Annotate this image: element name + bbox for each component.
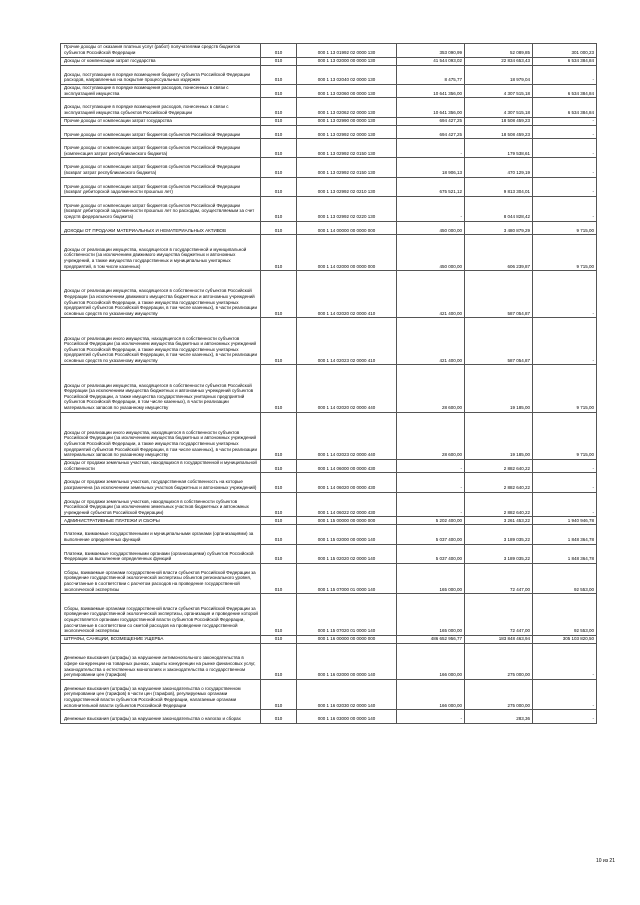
table-row xyxy=(61,544,597,563)
table-row xyxy=(61,517,597,525)
row-plan-cell: - xyxy=(397,473,465,492)
table-body xyxy=(61,44,597,724)
row-code-cell: 010 xyxy=(261,473,297,492)
row-executed-cell: 606 239,87 xyxy=(465,235,533,271)
row-plan-cell: 41 544 093,02 xyxy=(397,57,465,65)
row-remaining-cell: 6 534 384,84 xyxy=(533,98,597,117)
row-plan-cell: 421 400,00 xyxy=(397,271,465,318)
row-executed-cell: 283,36 xyxy=(465,710,533,724)
row-name-cell: Прочие доходы от компенсации затрат бюджетов субъектов Российской Федерации (возврат затрат республиканского бюджета) xyxy=(61,158,261,177)
row-name-cell: Прочие доходы от компенсации затрат бюджетов субъектов Российской Федерации (компенсация затрат республиканского бюджета) xyxy=(61,139,261,158)
row-plan-cell: - xyxy=(397,492,465,517)
table-row xyxy=(61,196,597,221)
row-name-cell: Прочие доходы от компенсации затрат бюджетов субъектов Российской Федерации xyxy=(61,125,261,139)
row-plan-cell: 450 000,00 xyxy=(397,235,465,271)
row-executed-cell: 587 054,87 xyxy=(465,271,533,318)
row-kbk-cell: 000 1 13 01992 02 0000 130 xyxy=(297,44,397,58)
row-kbk-cell: 000 1 13 02000 00 0000 130 xyxy=(297,57,397,65)
row-plan-cell: 28 600,00 xyxy=(397,412,465,459)
row-name-cell: Денежные взыскания (штрафы) за нарушение законодательства о государственном регулировании цен (тарифов) в части цен (тарифов), регулируемых органами государственной власти субъектов Российской Федерации, налагаемые органами исполнительной власти субъектов Российской Федерации xyxy=(61,679,261,709)
row-remaining-cell: - xyxy=(533,679,597,709)
row-remaining-cell: - xyxy=(533,710,597,724)
row-name-cell: Доходы, поступающие в порядке возмещения расходов, понесенных в связи с эксплуатацией имущества субъектов Российской Федерации xyxy=(61,98,261,117)
row-kbk-cell: 000 1 14 02023 02 0000 410 xyxy=(297,318,397,365)
row-remaining-cell: 6 534 384,84 xyxy=(533,57,597,65)
row-code-cell: 010 xyxy=(261,57,297,65)
row-plan-cell: 10 641 356,00 xyxy=(397,84,465,98)
row-executed-cell: 470 129,19 xyxy=(465,158,533,177)
row-kbk-cell: 000 1 14 06000 00 0000 430 xyxy=(297,459,397,473)
row-remaining-cell: - xyxy=(533,117,597,125)
row-plan-cell: 486 652 956,77 xyxy=(397,635,465,643)
row-remaining-cell: 9 715,00 xyxy=(533,221,597,235)
row-name-cell: Доходы от продажи земельных участков, находящихся в собственности субъектов Российской Федерации (за исключением земельных участков бюджетных и автономных учреждений субъектов Российской Федерации) xyxy=(61,492,261,517)
row-kbk-cell: 000 1 16 02030 02 0000 140 xyxy=(297,679,397,709)
row-plan-cell: 675 521,12 xyxy=(397,177,465,196)
row-kbk-cell: 000 1 15 02000 00 0000 140 xyxy=(297,525,397,544)
row-executed-cell: 587 054,87 xyxy=(465,318,533,365)
table-row xyxy=(61,643,597,679)
row-code-cell: 010 xyxy=(261,563,297,593)
row-name-cell: Доходы от продажи земельных участков, государственная собственность на которые разграничена (за исключением земельных участков бюджетных и автономных учреждений) xyxy=(61,473,261,492)
table-row xyxy=(61,235,597,271)
row-kbk-cell: 000 1 16 03000 00 0000 140 xyxy=(297,710,397,724)
row-plan-cell: 450 000,00 xyxy=(397,221,465,235)
row-code-cell: 010 xyxy=(261,125,297,139)
row-kbk-cell: 000 1 15 07020 01 0000 140 xyxy=(297,594,397,636)
row-kbk-cell: 000 1 13 02992 02 0000 130 xyxy=(297,125,397,139)
row-remaining-cell: 305 103 820,50 xyxy=(533,635,597,643)
row-remaining-cell: - xyxy=(533,196,597,221)
row-code-cell: 010 xyxy=(261,158,297,177)
table-row xyxy=(61,177,597,196)
row-plan-cell: 165 000,00 xyxy=(397,594,465,636)
row-kbk-cell: 000 1 14 02000 00 0000 000 xyxy=(297,235,397,271)
row-name-cell: Прочие доходы от оказания платных услуг (работ) получателями средств бюджетов субъектов Российской Федерации xyxy=(61,44,261,58)
row-plan-cell: - xyxy=(397,459,465,473)
row-remaining-cell: 92 553,00 xyxy=(533,563,597,593)
row-executed-cell: 19 185,00 xyxy=(465,412,533,459)
row-name-cell: Прочие доходы от компенсации затрат бюджетов субъектов Российской Федерации (возврат дебиторской задолженности прошлых лет по расходам, осуществляемым за счет средств федерального бюджета) xyxy=(61,196,261,221)
row-code-cell: 010 xyxy=(261,492,297,517)
row-code-cell: 010 xyxy=(261,635,297,643)
row-code-cell: 010 xyxy=(261,117,297,125)
row-executed-cell: 179 538,61 xyxy=(465,139,533,158)
row-remaining-cell: - xyxy=(533,492,597,517)
row-kbk-cell: 000 1 14 06020 00 0000 430 xyxy=(297,473,397,492)
row-executed-cell: 3 261 453,22 xyxy=(465,517,533,525)
row-remaining-cell: 301 000,23 xyxy=(533,44,597,58)
row-kbk-cell: 000 1 14 02023 02 0000 440 xyxy=(297,412,397,459)
row-executed-cell: 22 834 653,43 xyxy=(465,57,533,65)
table-row xyxy=(61,117,597,125)
row-executed-cell: 3 189 035,22 xyxy=(465,525,533,544)
row-executed-cell: 4 307 515,18 xyxy=(465,98,533,117)
row-kbk-cell: 000 1 14 02020 02 0000 440 xyxy=(297,365,397,412)
table-row xyxy=(61,635,597,643)
row-plan-cell: 166 000,00 xyxy=(397,643,465,679)
table-row xyxy=(61,98,597,117)
row-kbk-cell: 000 1 14 06022 02 0000 430 xyxy=(297,492,397,517)
row-name-cell: АДМИНИСТРАТИВНЫЕ ПЛАТЕЖИ И СБОРЫ xyxy=(61,517,261,525)
row-kbk-cell: 000 1 13 02040 02 0000 130 xyxy=(297,65,397,84)
row-remaining-cell: - xyxy=(533,271,597,318)
row-remaining-cell: - xyxy=(533,158,597,177)
table-row xyxy=(61,44,597,58)
row-name-cell: Доходы от реализации имущества, находящегося в собственности субъектов Российской Федерации (за исключением движимого имущества бюджетных и автономных учреждений субъектов Российской Федерации, а также имущества государственных унитарных предприятий субъектов Российской Федерации, в том числе казенных), в части реализации основных средств по указанному имуществу xyxy=(61,271,261,318)
row-kbk-cell: 000 1 14 00000 00 0000 000 xyxy=(297,221,397,235)
row-plan-cell: 5 037 400,00 xyxy=(397,525,465,544)
row-remaining-cell: - xyxy=(533,65,597,84)
table-row xyxy=(61,318,597,365)
row-code-cell: 010 xyxy=(261,643,297,679)
table-row xyxy=(61,65,597,84)
row-executed-cell: 9 813 304,01 xyxy=(465,177,533,196)
row-plan-cell: 353 090,99 xyxy=(397,44,465,58)
row-plan-cell: - xyxy=(397,710,465,724)
row-executed-cell: 2 882 640,22 xyxy=(465,473,533,492)
row-executed-cell: 18 979,04 xyxy=(465,65,533,84)
row-name-cell: Сборы, взимаемые органами государственной власти субъектов Российской Федерации за проведение государственной экологической экспертизы, организация и проведение которой осуществляется органами государственной власти субъектов Российской Федерации, рассчитанные в соответствии со сметой расходов на проведение государственной экологической экспертизы xyxy=(61,594,261,636)
table-row xyxy=(61,492,597,517)
table-row xyxy=(61,679,597,709)
row-code-cell: 010 xyxy=(261,412,297,459)
row-plan-cell: 5 037 400,00 xyxy=(397,544,465,563)
row-kbk-cell: 000 1 15 02020 02 0000 140 xyxy=(297,544,397,563)
row-executed-cell: 2 882 640,22 xyxy=(465,492,533,517)
table-row xyxy=(61,473,597,492)
row-code-cell: 010 xyxy=(261,594,297,636)
row-remaining-cell: 9 715,00 xyxy=(533,365,597,412)
row-name-cell: Денежные взыскания (штрафы) за нарушение антимонопольного законодательства в сфере конкуренции на товарных рынках, защиты конкуренции на рынке финансовых услуг, законодательства о естественных монополиях и законодательства о государственном регулировании цен (тарифов) xyxy=(61,643,261,679)
row-plan-cell: 165 000,00 xyxy=(397,563,465,593)
row-name-cell: Платежи, взимаемые государственными органами (организациями) субъектов Российской Федерации за выполнение определенных функций xyxy=(61,544,261,563)
row-executed-cell: 72 447,00 xyxy=(465,594,533,636)
row-plan-cell: - xyxy=(397,139,465,158)
row-kbk-cell: 000 1 13 02062 02 0000 130 xyxy=(297,98,397,117)
table-row xyxy=(61,139,597,158)
row-remaining-cell: 9 715,00 xyxy=(533,412,597,459)
row-remaining-cell: - xyxy=(533,139,597,158)
table-row xyxy=(61,57,597,65)
income-report-table xyxy=(60,43,597,724)
row-name-cell: Сборы, взимаемые органами государственной власти субъектов Российской Федерации за проведение государственной экологической экспертизы объектов регионального уровня, рассчитанные в соответствии с расчетом расходов на проведение государственной экологической экспертизы xyxy=(61,563,261,593)
row-code-cell: 010 xyxy=(261,679,297,709)
row-executed-cell: 3 480 879,29 xyxy=(465,221,533,235)
row-plan-cell: 694 427,25 xyxy=(397,117,465,125)
table-row xyxy=(61,563,597,593)
row-code-cell: 010 xyxy=(261,196,297,221)
page-number: 10 из 21 xyxy=(596,858,615,864)
row-kbk-cell: 000 1 13 02992 02 0150 130 xyxy=(297,158,397,177)
row-plan-cell: 28 600,00 xyxy=(397,365,465,412)
row-code-cell: 010 xyxy=(261,177,297,196)
row-executed-cell: 3 189 035,22 xyxy=(465,544,533,563)
row-code-cell: 010 xyxy=(261,235,297,271)
row-name-cell: Доходы от реализации иного имущества, находящегося в собственности субъектов Российской Федерации (за исключением имущества бюджетных и автономных учреждений субъектов Российской Федерации, а также имущества государственных унитарных предприятий субъектов Российской Федерации, в том числе казенных), в части реализации материальных запасов по указанному имуществу xyxy=(61,412,261,459)
row-executed-cell: 18 508 459,23 xyxy=(465,125,533,139)
row-name-cell: Платежи, взимаемые государственными и муниципальными органами (организациями) за выполнение определенных функций xyxy=(61,525,261,544)
table-row xyxy=(61,125,597,139)
row-name-cell: Доходы от реализации имущества, находящегося в собственности субъектов Российской Федерации (за исключением имущества бюджетных и автономных учреждений субъектов Российской Федерации, а также имущества государственных унитарных предприятий субъектов Российской Федерации, в том числе казенных), в части реализации материальных запасов по указанному имуществу xyxy=(61,365,261,412)
row-plan-cell: 10 641 356,00 xyxy=(397,98,465,117)
row-code-cell: 010 xyxy=(261,525,297,544)
table-row xyxy=(61,271,597,318)
row-code-cell: 010 xyxy=(261,98,297,117)
table-row xyxy=(61,710,597,724)
row-remaining-cell: 1 848 364,78 xyxy=(533,544,597,563)
row-code-cell: 010 xyxy=(261,517,297,525)
row-plan-cell: 5 202 400,00 xyxy=(397,517,465,525)
row-name-cell: Доходы от реализации иного имущества, находящегося в собственности субъектов Российской Федерации (за исключением имущества бюджетных и автономных учреждений субъектов Российской Федерации, а также имущества государственных унитарных предприятий субъектов Российской Федерации, в том числе казенных), в части реализации основных средств по указанному имуществу xyxy=(61,318,261,365)
row-remaining-cell: 1 940 946,78 xyxy=(533,517,597,525)
row-kbk-cell: 000 1 13 02990 00 0000 130 xyxy=(297,117,397,125)
row-name-cell: Прочие доходы от компенсации затрат государства xyxy=(61,117,261,125)
table-row xyxy=(61,84,597,98)
row-executed-cell: 8 044 828,42 xyxy=(465,196,533,221)
row-code-cell: 010 xyxy=(261,221,297,235)
row-plan-cell: 8 475,77 xyxy=(397,65,465,84)
row-executed-cell: 275 000,00 xyxy=(465,643,533,679)
row-remaining-cell: - xyxy=(533,318,597,365)
row-remaining-cell: - xyxy=(533,459,597,473)
row-code-cell: 010 xyxy=(261,544,297,563)
table-row xyxy=(61,525,597,544)
row-executed-cell: 72 447,00 xyxy=(465,563,533,593)
row-kbk-cell: 000 1 13 02060 00 0000 130 xyxy=(297,84,397,98)
row-remaining-cell: - xyxy=(533,125,597,139)
row-code-cell: 010 xyxy=(261,84,297,98)
table-row xyxy=(61,221,597,235)
row-kbk-cell: 000 1 13 02992 02 0220 130 xyxy=(297,196,397,221)
row-name-cell: Доходы от продажи земельных участков, находящихся в государственной и муниципальной собственности xyxy=(61,459,261,473)
row-kbk-cell: 000 1 16 02000 00 0000 140 xyxy=(297,643,397,679)
row-executed-cell: 52 089,85 xyxy=(465,44,533,58)
row-kbk-cell: 000 1 16 00000 00 0000 000 xyxy=(297,635,397,643)
row-executed-cell: 18 508 459,23 xyxy=(465,117,533,125)
row-plan-cell: 18 906,13 xyxy=(397,158,465,177)
row-plan-cell: - xyxy=(397,196,465,221)
table-row xyxy=(61,365,597,412)
row-code-cell: 010 xyxy=(261,365,297,412)
row-code-cell: 010 xyxy=(261,44,297,58)
row-remaining-cell: - xyxy=(533,643,597,679)
table-row xyxy=(61,459,597,473)
row-name-cell: Прочие доходы от компенсации затрат бюджетов субъектов Российской Федерации (возврат дебиторской задолженности прошлых лет) xyxy=(61,177,261,196)
row-code-cell: 010 xyxy=(261,65,297,84)
row-remaining-cell: 92 553,00 xyxy=(533,594,597,636)
row-name-cell: Доходы, поступающие в порядке возмещения расходов, понесенных в связи с эксплуатацией имущества xyxy=(61,84,261,98)
row-kbk-cell: 000 1 13 02992 02 0210 130 xyxy=(297,177,397,196)
row-executed-cell: 183 848 463,94 xyxy=(465,635,533,643)
table-row xyxy=(61,594,597,636)
row-kbk-cell: 000 1 15 00000 00 0000 000 xyxy=(297,517,397,525)
row-executed-cell: 4 307 515,18 xyxy=(465,84,533,98)
row-kbk-cell: 000 1 13 02992 02 0150 130 xyxy=(297,139,397,158)
row-plan-cell: 421 400,00 xyxy=(397,318,465,365)
row-executed-cell: 275 000,00 xyxy=(465,679,533,709)
row-remaining-cell: - xyxy=(533,177,597,196)
row-code-cell: 010 xyxy=(261,271,297,318)
row-code-cell: 010 xyxy=(261,139,297,158)
row-name-cell: Денежные взыскания (штрафы) за нарушение законодательства о налогах и сборах xyxy=(61,710,261,724)
row-name-cell: ШТРАФЫ, САНКЦИИ, ВОЗМЕЩЕНИЕ УЩЕРБА xyxy=(61,635,261,643)
row-remaining-cell: - xyxy=(533,473,597,492)
row-plan-cell: 166 000,00 xyxy=(397,679,465,709)
row-remaining-cell: 1 848 364,78 xyxy=(533,525,597,544)
table-row xyxy=(61,412,597,459)
row-remaining-cell: 9 715,00 xyxy=(533,235,597,271)
row-code-cell: 010 xyxy=(261,710,297,724)
row-name-cell: Доходы от компенсации затрат государства xyxy=(61,57,261,65)
row-kbk-cell: 000 1 15 07000 01 0000 140 xyxy=(297,563,397,593)
table-row xyxy=(61,158,597,177)
row-code-cell: 010 xyxy=(261,459,297,473)
row-executed-cell: 2 882 640,22 xyxy=(465,459,533,473)
row-plan-cell: 694 427,25 xyxy=(397,125,465,139)
row-name-cell: Доходы от реализации имущества, находящегося в государственной и муниципальной собственности (за исключением движимого имущества бюджетных и автономных учреждений, а также имущества государственных и муниципальных унитарных предприятий, в том числе казенных) xyxy=(61,235,261,271)
row-executed-cell: 19 185,00 xyxy=(465,365,533,412)
row-name-cell: Доходы, поступающие в порядке возмещения бюджету субъекта Российской Федерации расходов, направленных на покрытие процессуальных издержек xyxy=(61,65,261,84)
row-kbk-cell: 000 1 14 02020 02 0000 410 xyxy=(297,271,397,318)
row-name-cell: ДОХОДЫ ОТ ПРОДАЖИ МАТЕРИАЛЬНЫХ И НЕМАТЕРИАЛЬНЫХ АКТИВОВ xyxy=(61,221,261,235)
row-remaining-cell: 6 534 384,84 xyxy=(533,84,597,98)
row-code-cell: 010 xyxy=(261,318,297,365)
